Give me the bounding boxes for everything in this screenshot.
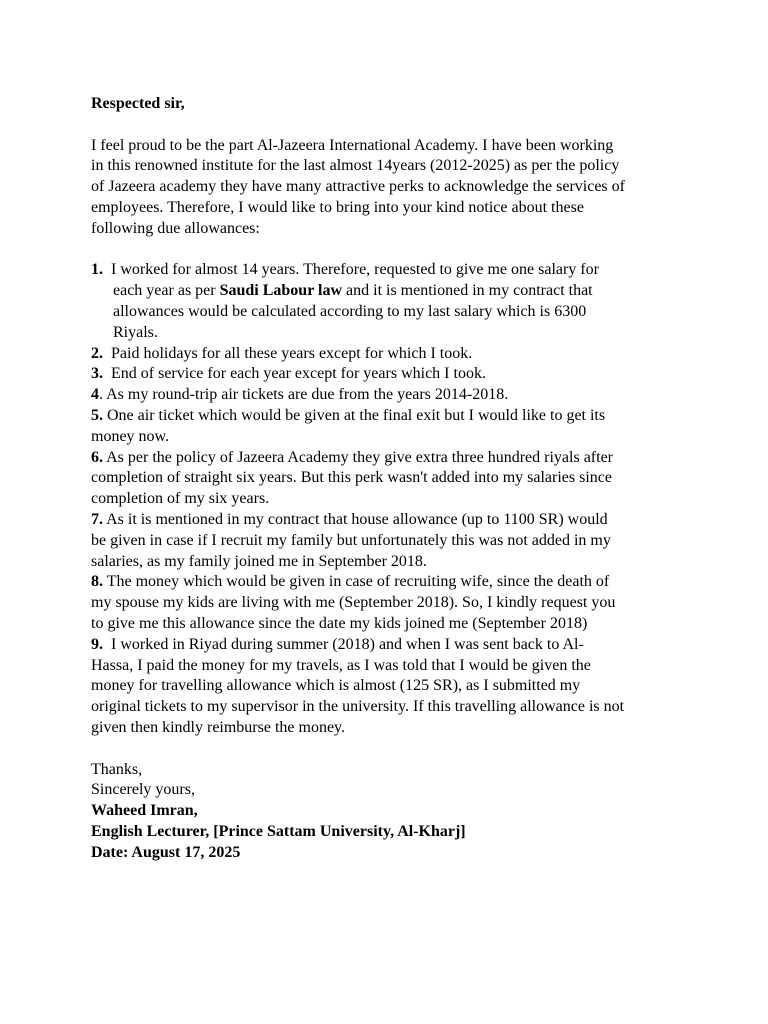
item-text: completion of straight six years. But this perk wasn't added into my salaries since — [91, 469, 612, 487]
item-text: and it is mentioned in my contract that — [342, 282, 593, 300]
list-item — [91, 344, 691, 365]
item-text: . As my round-trip air tickets are due from the years 2014-2018. — [99, 386, 509, 404]
item-text: The money which would be given in case of recruiting wife, since the death of — [103, 573, 610, 591]
item-text: given then kindly reimburse the money. — [91, 718, 346, 736]
item-text: my spouse my kids are living with me (September 2018). So, I kindly request you — [91, 594, 616, 612]
sincerely-line: Sincerely yours, — [91, 781, 195, 799]
signer-title: English Lecturer, [Prince Sattam University, Al-Kharj] — [91, 822, 466, 840]
item-number: 1. — [91, 261, 103, 279]
list-item — [91, 510, 691, 572]
item-text: I worked in Riyad during summer (2018) and when I was sent back to Al- — [103, 635, 584, 653]
saudi-labour-law-text: Saudi Labour law — [219, 282, 343, 300]
item-text: be given in case if I recruit my family but unfortunately this was not added in my — [91, 531, 611, 549]
thanks-line: Thanks, — [91, 760, 143, 778]
intro-line: following due allowances: — [91, 219, 260, 237]
item-text: each year as per — [113, 282, 220, 300]
intro-line: in this renowned institute for the last almost 14years (2012-2025) as per the policy — [91, 157, 620, 175]
list-item — [91, 385, 691, 406]
item-text: One air ticket which would be given at the final exit but I would like to get its — [103, 406, 606, 424]
list-item — [91, 364, 691, 385]
item-text: Riyals. — [113, 323, 158, 341]
item-text: money for travelling allowance which is almost (125 SR), as I submitted my — [91, 677, 581, 695]
salutation: Respected sir, — [91, 95, 185, 112]
item-number: 7. — [91, 510, 103, 528]
item-number: 9. — [91, 635, 103, 653]
item-number: 3. — [91, 365, 103, 383]
item-text: I worked for almost 14 years. Therefore, requested to give me one salary for — [111, 261, 599, 279]
item-number: 5. — [91, 406, 103, 424]
list-item — [91, 448, 691, 510]
item-number: 6. — [91, 448, 103, 466]
item-text: original tickets to my supervisor in the university. If this travelling allowance is not — [91, 698, 625, 716]
allowance-list — [91, 260, 691, 738]
item-text: As per the policy of Jazeera Academy they give extra three hundred riyals after — [103, 448, 614, 466]
list-item — [91, 635, 691, 739]
item-number: 4 — [91, 386, 99, 404]
item-text: End of service for each year except for years which I took. — [111, 365, 486, 383]
intro-line: employees. Therefore, I would like to bring into your kind notice about these — [91, 198, 584, 216]
closing-block — [91, 760, 691, 864]
item-number: 8. — [91, 573, 103, 591]
intro-line: I feel proud to be the part Al-Jazeera International Academy. I have been working — [91, 136, 614, 154]
item-text: Hassa, I paid the money for my travels, as I was told that I would be given the — [91, 656, 591, 674]
intro-paragraph — [91, 136, 691, 240]
item-text: As it is mentioned in my contract that house allowance (up to 1100 SR) would — [103, 510, 608, 528]
item-text: Paid holidays for all these years except for which I took. — [111, 344, 473, 362]
list-item — [91, 572, 691, 634]
item-text: salaries, as my family joined me in September 2018. — [91, 552, 427, 570]
list-item — [91, 406, 691, 448]
item-text: allowances would be calculated according to my last salary which is 6300 — [113, 302, 587, 320]
item-text: money now. — [91, 427, 170, 445]
letter-page — [91, 94, 691, 863]
letter-date: Date: August 17, 2025 — [91, 843, 241, 861]
item-text: completion of my six years. — [91, 490, 270, 508]
item-text: to give me this allowance since the date my kids joined me (September 2018) — [91, 614, 588, 632]
item-number: 2. — [91, 344, 103, 362]
intro-line: of Jazeera academy they have many attractive perks to acknowledge the services of — [91, 178, 625, 196]
signer-name: Waheed Imran, — [91, 802, 198, 820]
list-item — [91, 260, 691, 343]
